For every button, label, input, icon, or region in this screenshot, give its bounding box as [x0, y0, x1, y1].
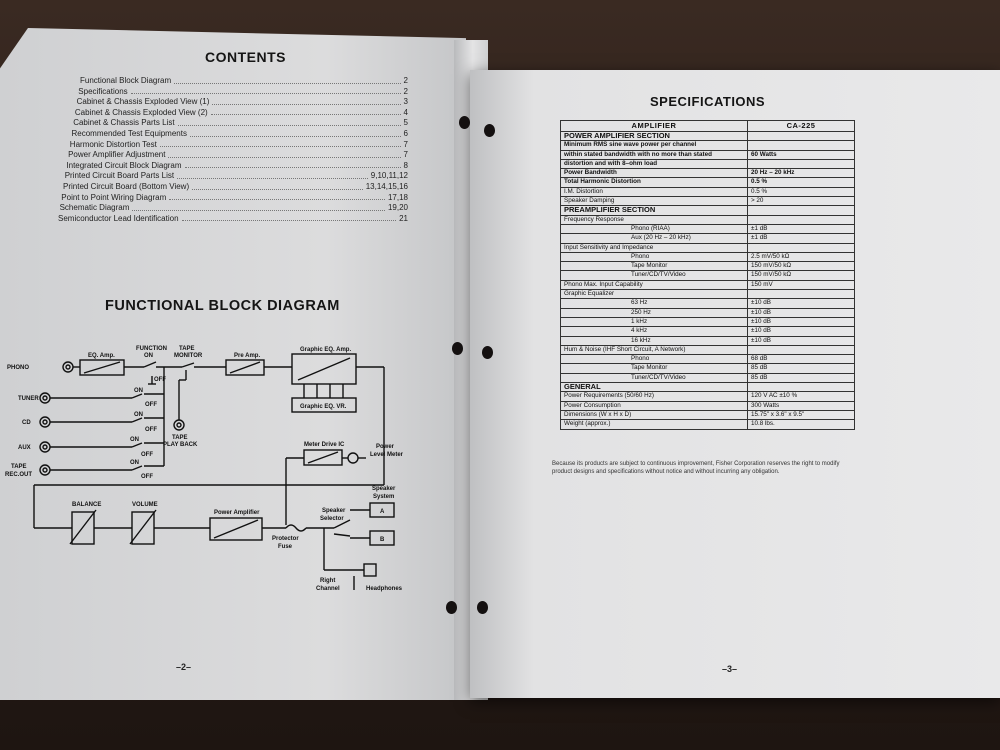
spec-row [561, 308, 855, 317]
header-model: CA-225 [748, 121, 855, 132]
footnote-line-2: product designs and specifications without notice and without incurring any obligation. [552, 468, 780, 475]
table-of-contents [58, 76, 408, 224]
spec-row [561, 355, 855, 364]
diagram-label-speaker-selector-2: Selector [320, 516, 344, 522]
spec-label: Frequency Response [561, 215, 748, 224]
toc-entry-page: 2 [403, 76, 408, 85]
spec-row [561, 150, 855, 159]
toc-leader-dots [182, 214, 397, 222]
toc-entry [58, 76, 408, 87]
toc-entry-page: 4 [403, 107, 408, 117]
spec-label: Phono [561, 252, 748, 261]
diagram-label-power-amplifier: Power Amplifier [214, 510, 260, 516]
toc-entry [58, 97, 408, 108]
diagram-label-off-5: OFF [141, 474, 153, 480]
spec-value: 15.75" x 3.6" x 9.5" [748, 410, 855, 419]
spec-label: 4 kHz [561, 327, 748, 336]
toc-entry-page: 21 [399, 213, 408, 223]
diagram-label-off-4: OFF [141, 452, 153, 458]
toc-entry-page: 13,14,15,16 [365, 181, 408, 191]
binder-hole [446, 601, 457, 614]
toc-entry-page: 7 [403, 139, 408, 149]
toc-entry-title: Functional Block Diagram [80, 76, 172, 85]
spec-label: Total Harmonic Distortion [561, 178, 748, 187]
toc-entry-page: 7 [403, 150, 408, 160]
spec-row [561, 420, 855, 429]
diagram-label-speaker-system-1: Speaker [372, 486, 396, 492]
spec-label: 63 Hz [561, 299, 748, 308]
diagram-label-on-3: ON [130, 437, 139, 443]
diagram-label-rec-out: REC.OUT [5, 472, 32, 478]
diagram-label-tape-play-back-2: PLAY BACK [163, 442, 198, 448]
toc-entry [58, 182, 408, 193]
toc-leader-dots [185, 161, 401, 169]
spec-row [561, 224, 855, 233]
toc-entry [58, 171, 408, 182]
toc-entry [58, 87, 408, 98]
spec-value: 10.8 lbs. [748, 420, 855, 429]
toc-entry-title: Printed Circuit Board (Bottom View) [63, 181, 190, 191]
spec-row [561, 187, 855, 196]
toc-entry-title: Cabinet & Chassis Exploded View (1) [76, 97, 210, 107]
spec-label: 16 kHz [561, 336, 748, 345]
toc-leader-dots [131, 87, 401, 95]
binder-hole [482, 346, 493, 359]
spec-label: Minimum RMS sine wave power per channel [561, 141, 748, 150]
diagram-title: FUNCTIONAL BLOCK DIAGRAM [105, 298, 340, 314]
diagram-label-graphic-eq-vr: Graphic EQ. VR. [300, 404, 347, 410]
spec-label: Tape Monitor [561, 262, 748, 271]
diagram-label-protector: Protector [272, 536, 299, 542]
toc-entry-title: Printed Circuit Board Parts List [64, 171, 175, 181]
spec-label: within stated bandwidth with no more than stated [561, 150, 748, 159]
toc-entry [58, 214, 408, 225]
spec-row [561, 234, 855, 243]
toc-entry [58, 108, 408, 119]
spec-label: Aux (20 Hz – 20 kHz) [561, 234, 748, 243]
toc-leader-dots [192, 182, 363, 190]
spec-row [561, 383, 855, 392]
spec-row [561, 132, 855, 141]
spec-row [561, 364, 855, 373]
spec-label: I.M. Distortion [561, 187, 748, 196]
toc-entry [58, 193, 408, 204]
diagram-label-aux: AUX [18, 445, 31, 451]
spec-value [748, 215, 855, 224]
toc-entry-page: 2 [403, 86, 408, 96]
toc-entry [58, 118, 408, 129]
toc-entry [58, 129, 408, 140]
diagram-label-off-2: OFF [145, 402, 157, 408]
binder-hole [459, 116, 470, 129]
spec-label: Phono Max. Input Capability [561, 280, 748, 289]
toc-entry [58, 203, 408, 214]
toc-entry-page: 5 [403, 118, 408, 128]
diagram-label-tape: TAPE [11, 464, 27, 470]
spec-row [561, 336, 855, 345]
spec-value: ±10 dB [748, 327, 855, 336]
spec-row [561, 373, 855, 382]
diagram-label-meter-drive-ic: Meter Drive IC [304, 442, 345, 448]
toc-entry [58, 161, 408, 172]
diagram-label-on-4: ON [130, 460, 139, 466]
spec-label: Hum & Noise (IHF Short Circuit, A Network) [561, 345, 748, 354]
diagram-label-volume: VOLUME [132, 502, 158, 508]
spec-row [561, 215, 855, 224]
spec-label: 1 kHz [561, 317, 748, 326]
spec-row [561, 401, 855, 410]
diagram-label-function: FUNCTION [136, 346, 167, 352]
toc-entry-title: Power Amplifier Adjustment [68, 150, 166, 160]
diagram-label-level-meter: Level Meter [370, 452, 404, 458]
spec-value: 68 dB [748, 355, 855, 364]
binder-hole [452, 342, 463, 355]
table-header-row [561, 121, 855, 132]
toc-entry-title: Recommended Test Equipments [71, 128, 187, 138]
spec-label: Input Sensitivity and Impedance [561, 243, 748, 252]
diagram-label-tuner: TUNER [18, 396, 39, 402]
spec-row [561, 169, 855, 178]
spec-value: 85 dB [748, 373, 855, 382]
right-page-number: –3– [722, 664, 738, 674]
spec-value: 150 mV/50 kΩ [748, 271, 855, 280]
spec-row [561, 178, 855, 187]
diagram-label-tape-monitor-1: TAPE [179, 346, 195, 352]
left-page-number: –2– [176, 662, 192, 672]
spec-value: 2.5 mV/50 kΩ [748, 252, 855, 261]
spec-label: Tuner/CD/TV/Video [561, 373, 748, 382]
binder-hole [477, 601, 488, 614]
spec-label: Phono [561, 355, 748, 364]
diagram-label-phono: PHONO [7, 365, 30, 371]
spec-value: ±1 dB [748, 224, 855, 233]
spec-row [561, 271, 855, 280]
toc-leader-dots [211, 108, 401, 116]
spec-value: 120 V AC ±10 % [748, 392, 855, 401]
spec-value: 20 Hz – 20 kHz [748, 169, 855, 178]
spec-row [561, 392, 855, 401]
spec-value: 0.5 % [748, 187, 855, 196]
toc-entry [58, 150, 408, 161]
spec-row [561, 252, 855, 261]
spec-value [748, 243, 855, 252]
diagram-label-off-1: OFF [154, 377, 166, 383]
diagram-label-power: Power [376, 444, 395, 450]
spec-label: Tape Monitor [561, 364, 748, 373]
spec-value: 0.5 % [748, 178, 855, 187]
toc-entry-page: 17,18 [387, 192, 408, 202]
toc-leader-dots [132, 203, 385, 211]
diagram-label-speaker-a: A [380, 509, 385, 515]
toc-entry-title: Specifications [78, 86, 128, 96]
spec-row [561, 141, 855, 150]
spec-value: 60 Watts [748, 150, 855, 159]
spec-value: > 20 [748, 197, 855, 206]
toc-entry-title: Semiconductor Lead Identification [58, 213, 179, 223]
toc-leader-dots [169, 193, 385, 201]
toc-leader-dots [178, 118, 401, 126]
diagram-label-speaker-selector-1: Speaker [322, 508, 346, 514]
spec-value: ±10 dB [748, 308, 855, 317]
spec-label: Graphic Equalizer [561, 290, 748, 299]
diagram-label-balance: BALANCE [72, 502, 102, 508]
toc-leader-dots [212, 97, 400, 105]
spec-row [561, 280, 855, 289]
footnote-line-1: Because its products are subject to continuous improvement, Fisher Corporation reserves the right to modify [552, 461, 840, 467]
spec-value [748, 132, 855, 141]
toc-leader-dots [174, 76, 400, 84]
spec-label: Power Requirements (50/60 Hz) [561, 392, 748, 401]
footnote [552, 461, 892, 476]
spec-value [748, 345, 855, 354]
toc-entry-title: Integrated Circuit Block Diagram [66, 160, 182, 170]
binder-hole [484, 124, 495, 137]
spec-value: 150 mV [748, 280, 855, 289]
diagram-label-right: Right [320, 578, 336, 584]
toc-entry-page: 9,10,11,12 [370, 171, 408, 181]
spec-row [561, 317, 855, 326]
diagram-label-off-3: OFF [145, 427, 157, 433]
spec-row [561, 243, 855, 252]
toc-entry-page: 19,20 [387, 203, 408, 213]
spec-label: GENERAL [561, 383, 748, 392]
spec-label: distortion and with 8–ohm load [561, 159, 748, 168]
spec-label: Power Bandwidth [561, 169, 748, 178]
spec-row [561, 290, 855, 299]
spec-value: ±1 dB [748, 234, 855, 243]
spec-row [561, 345, 855, 354]
spec-value: 85 dB [748, 364, 855, 373]
toc-entry-title: Cabinet & Chassis Exploded View (2) [74, 107, 208, 117]
diagram-label-tape-play-back-1: TAPE [172, 435, 188, 441]
spec-label: Speaker Damping [561, 197, 748, 206]
toc-leader-dots [160, 140, 401, 148]
toc-leader-dots [168, 150, 400, 158]
toc-entry-title: Schematic Diagram [59, 203, 130, 213]
spec-label: Phono (RIAA) [561, 224, 748, 233]
spec-label: PREAMPLIFIER SECTION [561, 206, 748, 215]
spec-row [561, 410, 855, 419]
spec-row [561, 262, 855, 271]
diagram-label-tape-monitor-2: MONITOR [174, 353, 203, 359]
spec-label: Power Consumption [561, 401, 748, 410]
spec-value: ±10 dB [748, 336, 855, 345]
toc-entry-page: 6 [403, 128, 408, 138]
spec-label: 250 Hz [561, 308, 748, 317]
spec-label: Weight (approx.) [561, 420, 748, 429]
toc-entry-title: Point to Point Wiring Diagram [61, 192, 167, 202]
spec-value [748, 290, 855, 299]
functional-block-diagram [4, 340, 424, 610]
diagram-label-headphones: Headphones [366, 586, 403, 592]
diagram-label-function-on: ON [144, 353, 153, 359]
diagram-label-pre-amp: Pre Amp. [234, 353, 261, 359]
diagram-label-on-1: ON [134, 388, 143, 394]
spec-label: POWER AMPLIFIER SECTION [561, 132, 748, 141]
spec-value [748, 159, 855, 168]
diagram-label-speaker-b: B [380, 537, 385, 543]
toc-entry-page: 3 [403, 97, 408, 107]
toc-entry-page: 8 [403, 160, 408, 170]
toc-leader-dots [177, 171, 368, 179]
toc-leader-dots [190, 129, 401, 137]
spec-value: 300 Watts [748, 401, 855, 410]
diagram-label-fuse: Fuse [278, 544, 293, 550]
spec-row [561, 206, 855, 215]
spec-row [561, 159, 855, 168]
spec-label: Dimensions (W x H x D) [561, 410, 748, 419]
spec-value: 150 mV/50 kΩ [748, 262, 855, 271]
specifications-table [560, 120, 855, 430]
spec-label: Tuner/CD/TV/Video [561, 271, 748, 280]
toc-entry-title: Harmonic Distortion Test [69, 139, 157, 149]
spec-value [748, 141, 855, 150]
spec-row [561, 327, 855, 336]
toc-entry-title: Cabinet & Chassis Parts List [73, 118, 175, 128]
spec-value: ±10 dB [748, 317, 855, 326]
diagram-label-on-2: ON [134, 412, 143, 418]
spec-value: ±10 dB [748, 299, 855, 308]
header-amplifier: AMPLIFIER [561, 121, 748, 132]
toc-entry [58, 140, 408, 151]
spec-value [748, 383, 855, 392]
diagram-label-speaker-system-2: System [373, 494, 395, 500]
spec-value [748, 206, 855, 215]
diagram-label-eq-amp: EQ. Amp. [88, 353, 115, 359]
diagram-label-channel: Channel [316, 586, 340, 592]
diagram-label-cd: CD [22, 420, 31, 426]
diagram-label-graphic-eq-amp: Graphic EQ. Amp. [300, 347, 352, 353]
specifications-title: SPECIFICATIONS [650, 94, 766, 109]
contents-title: CONTENTS [205, 49, 286, 65]
spec-row [561, 299, 855, 308]
